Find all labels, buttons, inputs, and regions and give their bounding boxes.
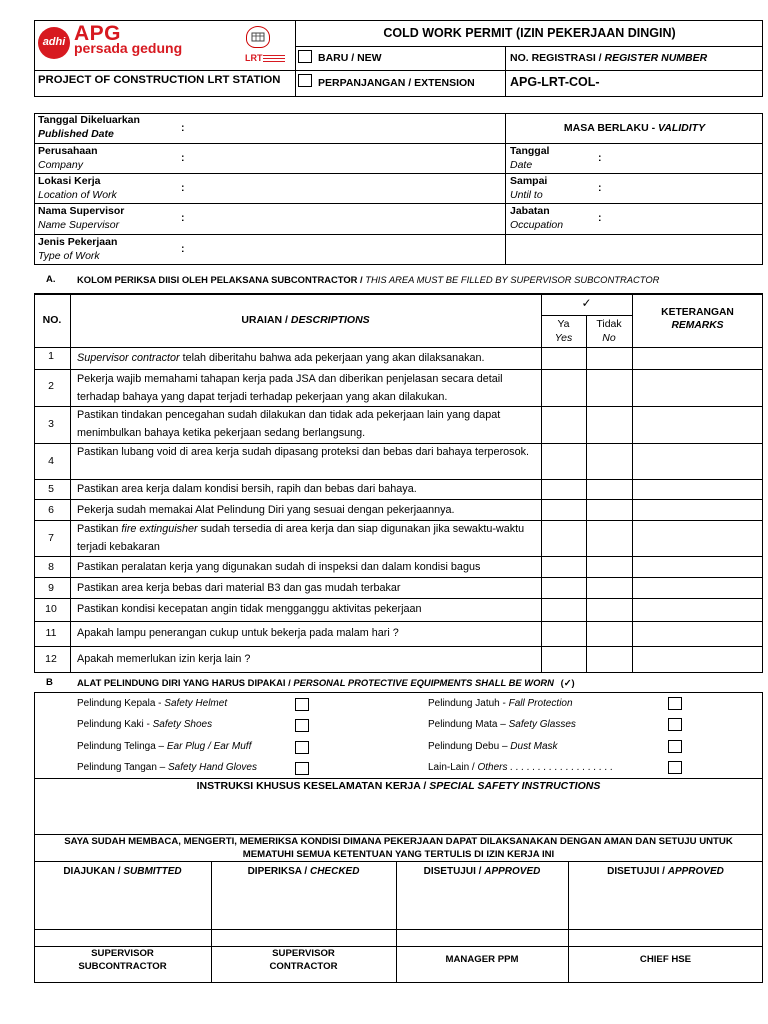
location-label-en: Location of Work <box>38 189 117 201</box>
until-label-en: Until to <box>510 189 543 201</box>
validity-label-en: VALIDITY <box>658 122 706 134</box>
row-2-desc: Pekerja wajib memahami tahapan kerja pada JSA dan diberikan penjelasan secara detail terhadap bahaya yang dapat terjadi terhadap pekerjaan yang akan dilakukan. <box>77 373 503 403</box>
work-type-label-en: Type of Work <box>38 250 100 262</box>
register-number-label <box>510 52 707 64</box>
date-label-en: Date <box>510 159 533 171</box>
validity-label: MASA BERLAKU - <box>563 122 659 134</box>
info-box <box>34 113 763 265</box>
row-7-desc-pre: Pastikan <box>77 523 122 535</box>
ppe-fall-id: Pelindung Jatuh - <box>428 698 509 709</box>
sig-submitted-area[interactable] <box>35 881 210 928</box>
ppe-fall-checkbox[interactable] <box>668 697 682 710</box>
row-3-no: 3 <box>48 418 54 430</box>
register-number-value[interactable]: APG-LRT-COL- <box>510 75 600 89</box>
project-title: PROJECT OF CONSTRUCTION LRT STATION <box>38 74 281 86</box>
row-4-desc: Pastikan lubang void di area kerja sudah dipasang proteksi dan bebas dari bahaya terperosok. <box>77 446 529 458</box>
col-desc-header <box>70 314 541 326</box>
instructions-title <box>34 780 763 792</box>
declaration-line-1: SAYA SUDAH MEMBACA, MENGERTI, MEMERIKSA KONDISI DIMANA PEKERJAAN DAPAT DILAKSANAKAN DENGAN AMAN DAN SETUJU UNTUK <box>64 836 733 847</box>
row-11-no: 11 <box>45 627 57 639</box>
sig-approved-2-header <box>568 866 763 877</box>
published-date-colon[interactable]: : <box>181 122 185 134</box>
ppe-others-checkbox[interactable] <box>668 761 682 774</box>
sig-role-1b: SUBCONTRACTOR <box>78 961 167 972</box>
col-desc-id: URAIAN / <box>241 314 291 326</box>
col-desc-en: DESCRIPTIONS <box>290 314 370 326</box>
ppe-glasses-checkbox[interactable] <box>668 718 682 731</box>
ppe-gloves-id: Pelindung Tangan – <box>77 762 169 773</box>
row-9-no: 9 <box>48 582 54 594</box>
section-b-title-mark: (✓) <box>560 677 575 688</box>
lrt-logo-text: LRT <box>245 53 263 63</box>
section-b-title-en: PERSONAL PROTECTIVE EQUIPMENTS SHALL BE WORN <box>293 677 554 688</box>
register-label-id: NO. REGISTRASI / <box>510 52 605 64</box>
sig-approved-2-area[interactable] <box>569 881 762 928</box>
ppe-shoes-checkbox[interactable] <box>295 719 309 732</box>
work-type-label: Jenis Pekerjaan <box>38 236 118 248</box>
company-colon[interactable]: : <box>181 152 185 164</box>
col-tidak-header-en: No <box>602 332 616 344</box>
row-6-desc: Pekerja sudah memakai Alat Pelindung Diri yang sesuai dengan pekerjaannya. <box>77 504 455 516</box>
work-type-colon[interactable]: : <box>181 243 185 255</box>
row-5-desc: Pastikan area kerja dalam kondisi bersih, rapih dan bebas dari bahaya. <box>77 483 417 495</box>
ppe-glasses-id: Pelindung Mata – <box>428 719 509 730</box>
ppe-gloves-en: Safety Hand Gloves <box>168 762 257 773</box>
apg-brand-sub: persada gedung <box>74 40 183 56</box>
published-date-label: Tanggal Dikeluarkan <box>38 114 140 126</box>
sig-checked-header <box>211 866 396 877</box>
adhi-logo <box>38 27 70 59</box>
supervisor-label-en: Name Supervisor <box>38 219 120 231</box>
ppe-gloves-checkbox[interactable] <box>295 762 309 775</box>
row-8-no: 8 <box>48 561 54 573</box>
adhi-logo-text: adhi <box>42 36 66 48</box>
date-label: Tanggal <box>510 145 550 157</box>
sig-role-3a: MANAGER PPM <box>445 954 519 965</box>
row-12-no: 12 <box>45 653 57 665</box>
sig-approved-2-en: APPROVED <box>667 866 724 877</box>
ppe-dust-checkbox[interactable] <box>668 740 682 753</box>
row-12-desc: Apakah memerlukan izin kerja lain ? <box>77 653 251 665</box>
row-7-desc-post: sudah tersedia di area kerja dan siap digunakan jika sewaktu-waktu terjadi kebakaran <box>77 523 525 553</box>
sig-role-1a: SUPERVISOR <box>91 948 154 959</box>
perpanjangan-label: PERPANJANGAN / EXTENSION <box>318 77 475 89</box>
row-1-desc-text: telah diberitahu bahwa ada pekerjaan yang akan dilaksanakan. <box>179 352 485 364</box>
ppe-fall-label <box>428 698 573 709</box>
row-7-desc <box>77 520 537 556</box>
sig-checked-area[interactable] <box>212 881 395 928</box>
declaration-line-2: MEMATUHI SEMUA KETENTUAN YANG TERTULIS DI IZIN KERJA INI <box>242 849 555 860</box>
sig-checked-id: DIPERIKSA / <box>247 866 310 877</box>
ppe-gloves-label <box>77 762 257 773</box>
instructions-title-id: INSTRUKSI KHUSUS KESELAMATAN KERJA / <box>196 780 430 792</box>
ppe-helmet-label <box>77 698 227 709</box>
col-ya-header-en: Yes <box>554 332 573 344</box>
ppe-ear-en: Ear Plug / Ear Muff <box>166 741 252 752</box>
ppe-dust-label <box>428 741 558 752</box>
row-6-no: 6 <box>48 504 54 516</box>
sig-role-2a: SUPERVISOR <box>272 948 335 959</box>
ppe-shoes-id: Pelindung Kaki - <box>77 719 153 730</box>
ppe-others-id: Lain-Lain / <box>428 762 478 773</box>
ppe-helmet-checkbox[interactable] <box>295 698 309 711</box>
until-label: Sampai <box>510 175 548 187</box>
ppe-glasses-en: Safety Glasses <box>508 719 576 730</box>
perpanjangan-checkbox[interactable] <box>298 74 312 87</box>
ppe-shoes-label <box>77 719 212 730</box>
sig-submitted-id: DIAJUKAN / <box>63 866 124 877</box>
row-8-desc: Pastikan peralatan kerja yang digunakan sudah di inspeksi dan dalam kondisi bagus <box>77 561 481 573</box>
lrt-logo-lines <box>263 54 285 63</box>
row-10-no: 10 <box>45 603 57 615</box>
section-a-letter: A. <box>46 274 56 285</box>
section-a-title-id: KOLOM PERIKSA DIISI OLEH PELAKSANA SUBCONTRACTOR / <box>77 274 366 285</box>
col-no-header: NO. <box>42 314 62 326</box>
supervisor-label: Nama Supervisor <box>38 205 125 217</box>
row-1-no: 1 <box>48 350 54 362</box>
sig-approved-1-id: DISETUJUI / <box>423 866 485 877</box>
section-a-title <box>77 274 659 285</box>
supervisor-colon[interactable]: : <box>181 212 185 224</box>
published-date-label-en: Published Date <box>38 128 114 140</box>
row-3-desc: Pastikan tindakan pencegahan sudah dilakukan dan tidak ada pekerjaan lain yang dapat menimbulkan bahaya ketika pekerjaan sedang berlangsung. <box>77 409 501 439</box>
sig-submitted-header <box>34 866 211 877</box>
ppe-others-en: Others . . . . . . . . . . . . . . . . . . . <box>477 762 614 773</box>
sig-approved-1-header <box>396 866 568 877</box>
ppe-ear-label <box>77 741 251 752</box>
lrt-emblem-icon <box>247 27 269 47</box>
col-remarks-header: KETERANGAN <box>661 307 734 318</box>
col-ya-header: Ya <box>557 318 570 330</box>
sig-submitted-en: SUBMITTED <box>123 866 182 877</box>
sig-role-2b: CONTRACTOR <box>269 961 338 972</box>
location-label: Lokasi Kerja <box>38 175 101 187</box>
row-11-desc: Apakah lampu penerangan cukup untuk bekerja pada malam hari ? <box>77 627 399 639</box>
section-a-title-en: THIS AREA MUST BE FILLED BY SUPERVISOR SUBCONTRACTOR <box>365 274 660 285</box>
row-10-desc: Pastikan kondisi kecepatan angin tidak mengganggu aktivitas pekerjaan <box>77 603 422 615</box>
company-label: Perusahaan <box>38 145 98 157</box>
ppe-ear-checkbox[interactable] <box>295 741 309 754</box>
row-1-desc-italic: Supervisor contractor <box>77 352 180 364</box>
ppe-dust-id: Pelindung Debu – <box>428 741 511 752</box>
ppe-ear-id: Pelindung Telinga – <box>77 741 167 752</box>
date-colon[interactable]: : <box>598 152 602 164</box>
sig-approved-1-area[interactable] <box>397 881 567 928</box>
until-colon[interactable]: : <box>598 182 602 194</box>
sig-role-4a: CHIEF HSE <box>639 954 692 965</box>
ppe-shoes-en: Safety Shoes <box>152 719 213 730</box>
sig-approved-1-en: APPROVED <box>484 866 541 877</box>
lrt-logo <box>246 26 270 48</box>
section-b-title <box>77 677 575 689</box>
ppe-dust-en: Dust Mask <box>510 741 558 752</box>
col-remarks-header-en: REMARKS <box>671 320 724 331</box>
ppe-helmet-id: Pelindung Kepala - <box>77 698 165 709</box>
permit-title: COLD WORK PERMIT (IZIN PEKERJAAN DINGIN) <box>383 26 676 40</box>
sig-approved-2-id: DISETUJUI / <box>607 866 668 877</box>
row-4-no: 4 <box>48 455 54 467</box>
baru-checkbox[interactable] <box>298 50 312 63</box>
company-label-en: Company <box>38 159 83 171</box>
section-b-title-id: ALAT PELINDUNG DIRI YANG HARUS DIPAKAI / <box>77 677 294 688</box>
row-7-desc-italic: fire extinguisher <box>121 523 198 535</box>
col-tidak-header: Tidak <box>596 318 622 330</box>
sig-checked-en: CHECKED <box>309 866 360 877</box>
row-7-no: 7 <box>48 532 54 544</box>
occupation-colon[interactable]: : <box>598 212 602 224</box>
section-b-letter: B <box>46 677 53 688</box>
occupation-label: Jabatan <box>510 205 550 217</box>
validity-header <box>506 122 763 134</box>
ppe-others-label <box>428 762 613 773</box>
register-label-en: REGISTER NUMBER <box>604 52 708 64</box>
row-9-desc: Pastikan area kerja bebas dari material B3 dan gas mudah terbakar <box>77 582 401 594</box>
row-1-desc <box>77 349 537 367</box>
location-colon[interactable]: : <box>181 182 185 194</box>
apg-brand: APG <box>74 22 122 45</box>
occupation-label-en: Occupation <box>510 219 564 231</box>
baru-label: BARU / NEW <box>318 52 382 64</box>
instructions-title-en: SPECIAL SAFETY INSTRUCTIONS <box>429 780 601 792</box>
row-2-no: 2 <box>48 380 54 392</box>
ppe-helmet-en: Safety Helmet <box>164 698 228 709</box>
row-5-no: 5 <box>48 483 54 495</box>
ppe-fall-en: Fall Protection <box>508 698 573 709</box>
ppe-glasses-label <box>428 719 576 730</box>
check-mark-icon: ✓ <box>581 296 592 310</box>
